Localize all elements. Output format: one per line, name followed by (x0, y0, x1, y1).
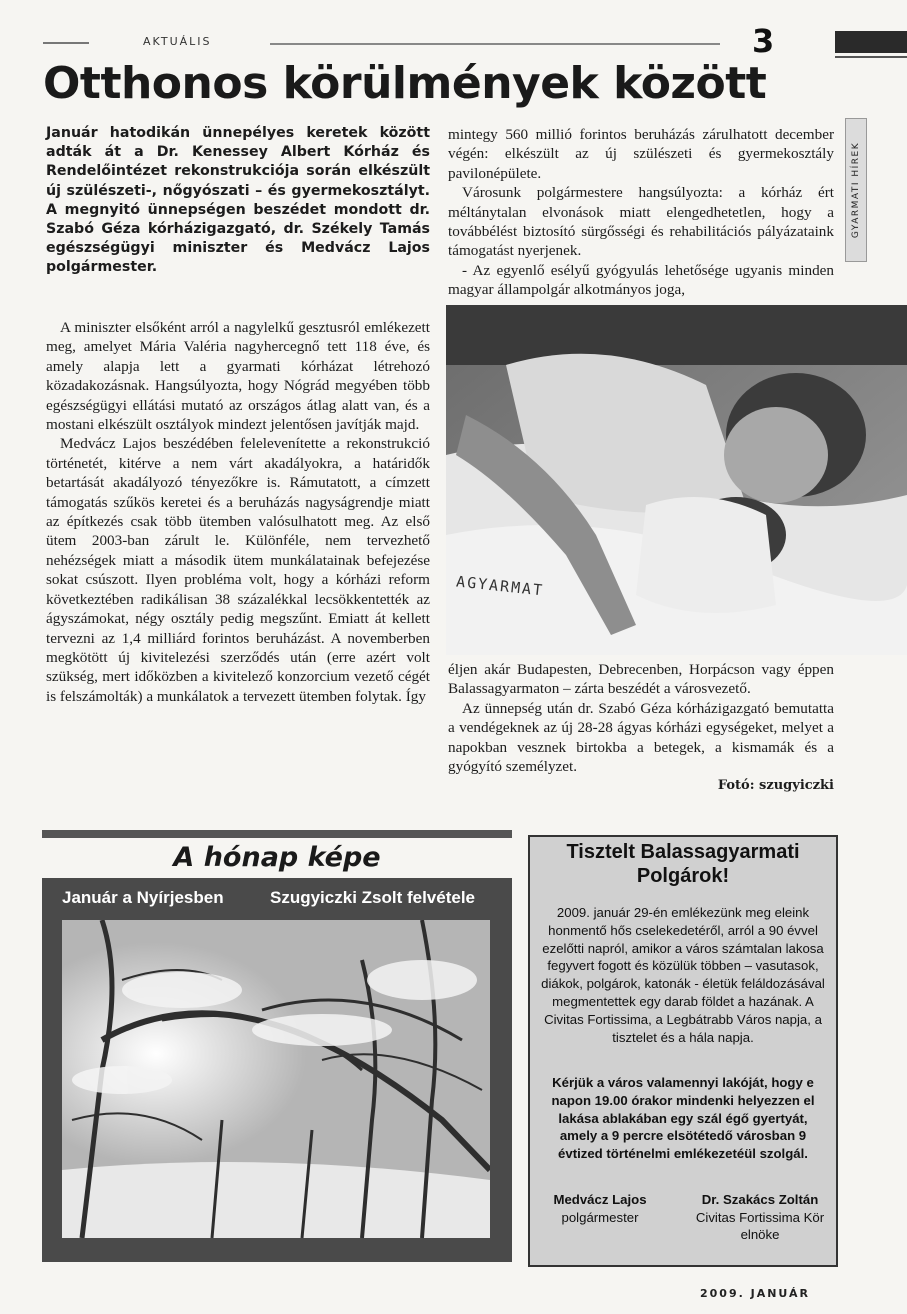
header-bar (835, 31, 907, 53)
paragraph: Városunk polgármestere hangsúlyozta: a kórház ért méltánytalan elvonások miatt elengedhetetlen, hogy a továbbélést biztosító sürgősségi és rehabilitációs pályázataink támogatást nyerjenek. (448, 184, 834, 260)
article-lead: Január hatodikán ünnepélyes keretek között adták át a Dr. Kenessey Albert Kórház és Rendelőintézet rekonstrukciója során elkészült új szülészeti-, nőgyószati – és gyermekosztályt. A megnyitó ünnepségen beszédet mondott dr. Szabó Géza kórházigazgató, dr. Székely Tamás egészségügyi miniszter és Medvácz Lajos polgármester. (46, 125, 430, 276)
photo-mother-and-baby (446, 305, 907, 655)
signature-mayor (540, 1191, 660, 1226)
paragraph: éljen akár Budapesten, Debrecenben, Horpácson vagy éppen Balassagyarmaton – zárta beszédét a városvezető. (448, 661, 834, 698)
paragraph: A miniszter elsőként arról a nagylelkű gesztusról emlékezett meg, amelyet Mária Valéria nagyhercegnő tett 118 éve, és amely alapja lett a gyarmati kórházat létrehozó közadakozásnak. Hangsúlyozta, hogy Nógrád megyében több egészségügyi ellátási mutató az országos átlag alatt van, és a mostani elkészült osztályok mindezt jelentősen javítják majd. (46, 319, 430, 434)
potm-top-rule (42, 830, 512, 838)
notice-title-line-2: Polgárok! (636, 865, 730, 887)
page-number: 3 (752, 22, 775, 60)
side-tab-label: GYARMATI HÍREK (851, 141, 861, 239)
paragraph: mintegy 560 millió forintos beruházás zárulhatott december végén: elkészült az új szülészeti és gyermekosztály pavilonépülete. (448, 126, 834, 182)
header-rule-left (43, 42, 89, 44)
signature-name: Medvácz Lajos (553, 1192, 647, 1207)
notice-call: Kérjük a város valamennyi lakóját, hogy e napon 19.00 órakor mindenki helyezzen el lakása ablakában egy szál égő gyertyát, amely a 9 percre elsötétedő városban 9 évtized történelmi emlékezetéül szolgál. (551, 1075, 815, 1162)
article-column-1 (46, 318, 430, 706)
potm-title: A hónap képe (173, 842, 381, 873)
article-column-2-top (448, 125, 834, 300)
photo-credit: Fotó: szugyiczki (717, 778, 834, 794)
header-rule-right (835, 56, 907, 58)
paragraph: Az ünnepség után dr. Szabó Géza kórházigazgató bemutatta a vendégeknek az új 28-28 ágyas kórházi egységeket, melyet a napokban vesznek birtokba a betegek, a kismamák és a gyógyító személyzet. (448, 699, 834, 776)
header-rule-middle (270, 43, 720, 45)
notice-title (528, 840, 838, 888)
side-tab (845, 118, 867, 262)
notice-title-line-1: Tisztelt Balassagyarmati (566, 841, 800, 863)
signature-role: Civitas Fortissima Kör elnöke (695, 1209, 825, 1243)
paragraph: Medvácz Lajos beszédében felelevenítette a rekonstrukció történetét, kitérve a nem várt akadályokra, a határidők betartását akadályozó tényezőkre is. Rámutatott, a címzett támogatás szűkös keretei és a beruházás nagyságrendje miatt az építkezés csak több ütemben valósulhatott meg. Az első ütem 2003-ban zárult le. Különféle, nem tervezhető nehézségek miatt a második ütem munkálatainak befejezése sokat csúszott. Ilyen probléma volt, hogy a kórházi reform következtében radikálisan 38 százalékkal lecsökkentették az ágyszámokat, négy osztály pedig megszűnt. Emiatt át kellett tervezni az 1,4 milliárd forintos beruházást. A novemberben megkötött új kivitelezési szerződés után (erre azért volt szükség, mert időközben a kivitelező konzorcium vezető cégét is felszámolták) a munkálatok a tervezett ütemben folytak. Így (46, 435, 430, 705)
potm-caption-left: Január a Nyírjesben (62, 888, 224, 907)
signature-role: polgármester (561, 1209, 639, 1225)
photo-illustration (446, 305, 907, 655)
footer-date: 2009. JANUÁR (700, 1287, 811, 1300)
signature-name: Dr. Szakács Zoltán (701, 1192, 819, 1207)
photo-watermark: AGYARMAT (455, 572, 545, 600)
article-column-2-bottom (448, 660, 834, 796)
signature-president (690, 1191, 830, 1244)
notice-body: 2009. január 29-én emlékezünk meg eleink honmentő hős cselekedetéről, arról a 90 évvel ezelőtti napról, amikor a város számtalan lakosa fegyvert fogott és közülük többen – vasutasok, diákok, polgárok, katonák - életük feláldozásával megmentettek egy darab földet a hazának. A Civitas Fortissima, a Legbátrabb Város napja, a tisztelet és a hála napja. (541, 905, 825, 1045)
article-headline: Otthonos körülmények között (43, 58, 767, 109)
section-label: AKTUÁLIS (143, 35, 212, 48)
photo-winter-forest (62, 920, 490, 1238)
winter-illustration (62, 920, 490, 1238)
potm-caption-right: Szugyiczki Zsolt felvétele (270, 888, 476, 907)
paragraph: - Az egyenlő esélyű gyógyulás lehetősége ugyanis minden magyar állampolgár alkotmányos joga, (448, 261, 834, 299)
